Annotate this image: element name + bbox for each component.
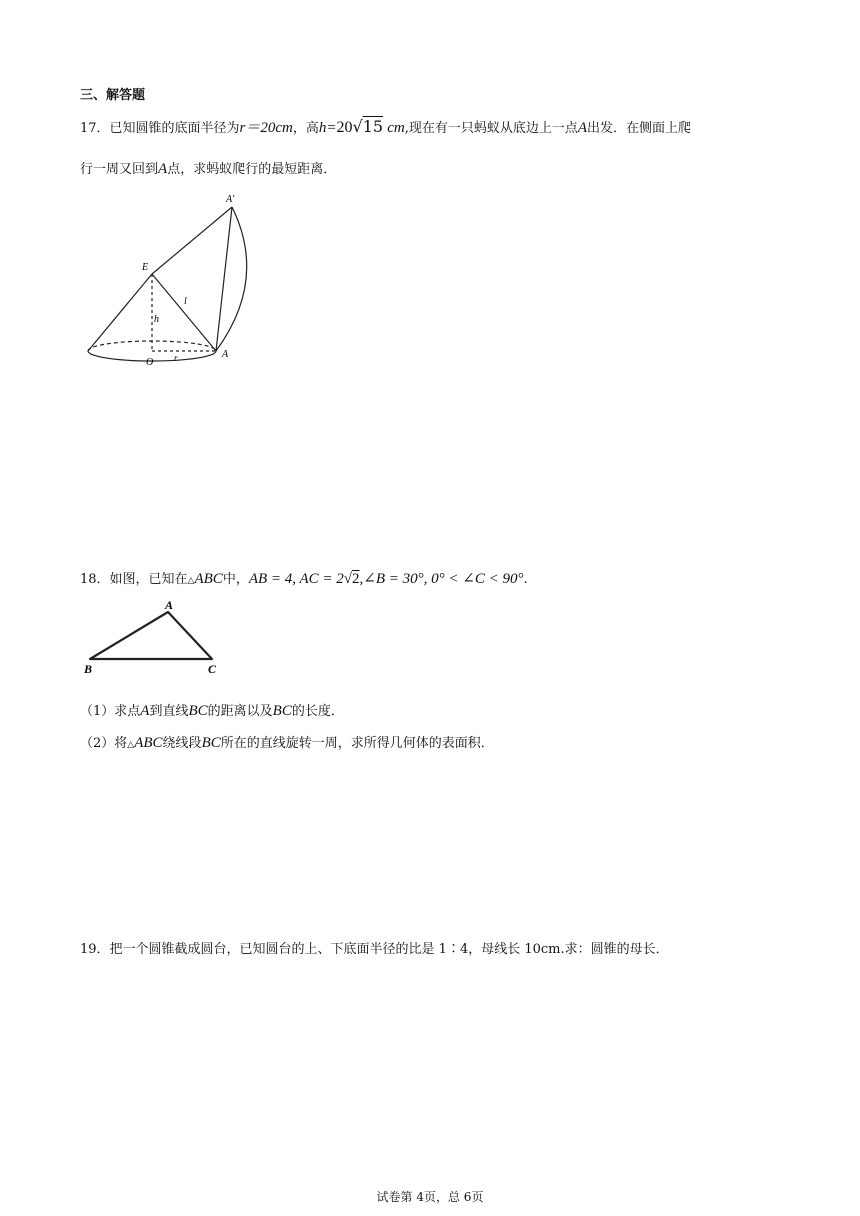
triangle-abc [90,612,212,659]
q17-text-2: ，高 [292,121,319,136]
q18-sub2-text-2: 绕线段 [162,736,202,751]
q17-text-4: 出发．在侧面上爬 [587,121,692,136]
q18-line1 [80,568,528,588]
q18-condition-b: ,∠B = 30°, 0° < ∠C < 90° [359,571,524,587]
q17-radius: r＝20cm [239,120,293,136]
q18-sub2-line: BC [201,735,221,751]
label-l: l [184,296,187,307]
label-b: B [84,662,93,676]
label-e: E [142,262,149,273]
q17-height-unit: cm [387,120,405,136]
q17-text-5: 行一周又回到 [80,162,159,177]
q17-text-6: 点，求蚂蚁爬行的最短距离． [167,162,337,177]
radical-sign: √ [352,117,363,136]
q18-triangle: ABC [194,571,223,587]
cone-right-generatrix [152,274,216,351]
q17-text-1: 17．已知圆锥的底面半径为 [80,121,240,136]
q17-point-a-2: A [158,161,168,177]
label-a: A [165,598,174,612]
label-o: O [146,357,154,368]
label-a: A [222,349,229,360]
q18-sub1-line: BC [188,703,208,719]
q18-sub1-text-3: 的距离以及 [207,704,273,719]
q18-text-1: 18．如图，已知在 [80,572,188,587]
unfolded-arc [216,207,247,351]
q18-sub1-text-1: （1）求点 [80,704,141,719]
label-c: C [208,662,217,676]
triangle-symbol: △ [127,740,135,750]
label-h: h [154,314,159,325]
q18-sub2 [80,732,494,752]
q18-sub1 [80,700,344,720]
q18-sub1-text-2: 到直线 [149,704,189,719]
q17-point-a: A [577,120,588,136]
q17-height-label: h= [318,120,337,136]
triangle-figure [80,596,230,678]
q18-condition-radicand: 2 [352,571,360,587]
q18-sub1-line-2: BC [272,703,292,719]
q17-line1 [80,116,691,137]
q18-sub2-text-1: （2）将 [80,736,128,751]
q17-height-radicand: 15 [362,117,384,136]
q18-condition-a: AB = 4, AC = 2 [248,571,344,587]
section-heading: 三、解答题 [80,88,146,103]
cone-left-generatrix [88,274,152,351]
q18-period: . [523,572,528,587]
q19-line: 19．把一个圆锥截成圆台，已知圆台的上、下底面半径的比是 1∶4，母线长 10cm.求：圆锥的母长． [80,942,669,957]
cone-figure [80,190,270,375]
page-footer: 试卷第 4页，总 6页 [376,1190,484,1204]
radical-sign: √ [343,571,353,587]
label-r: r [174,353,178,363]
q17-text-3: ,现在有一只蚂蚁从底边上一点 [404,121,578,136]
q18-text-2: 中， [222,572,249,587]
q18-sub1-text-4: 的长度． [291,704,344,719]
unfolded-edge [152,207,232,274]
q18-sub2-text-3: 所在的直线旋转一周，求所得几何体的表面积． [220,736,494,751]
label-a-prime: A' [226,194,235,205]
q17-line2 [80,158,336,178]
q17-height-coef: 20 [336,119,353,136]
q18-sub2-triangle: ABC [134,735,163,751]
q18-sub1-point: A [140,703,150,719]
triangle-symbol: △ [187,576,195,586]
